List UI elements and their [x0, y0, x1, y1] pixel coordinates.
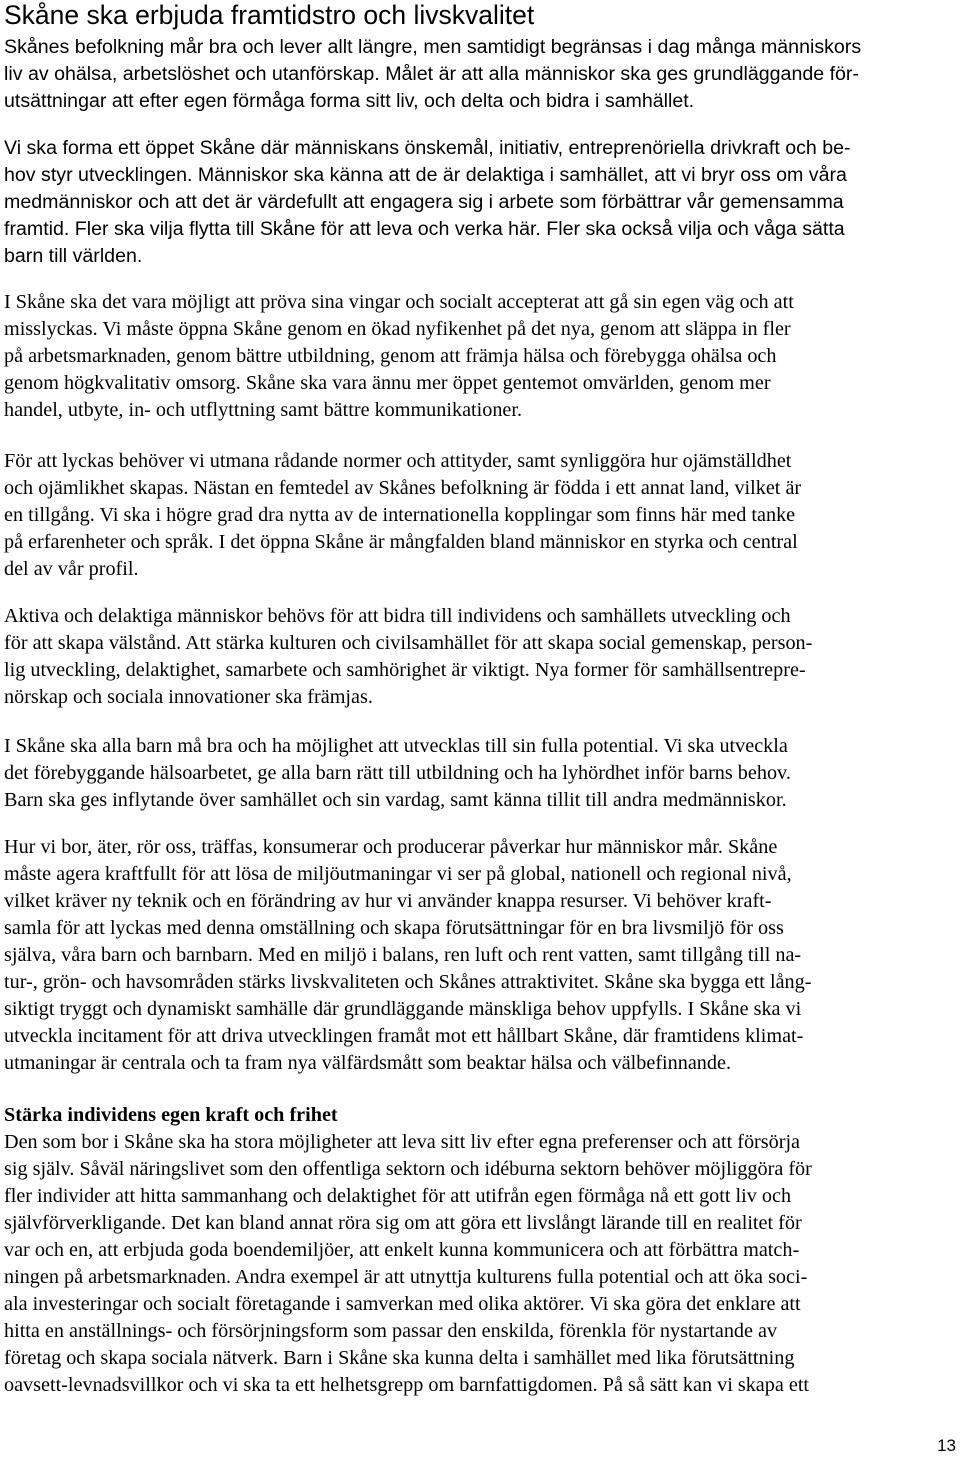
- text-line: Aktiva och delaktiga människor behövs för att bidra till individens och samhällets utveckling och: [4, 605, 791, 627]
- text-line: det förebyggande hälsoarbetet, ge alla barn rätt till utbildning och ha lyhördhet inför barns behov.: [4, 762, 791, 784]
- text-line: nörskap och sociala innovationer ska främjas.: [4, 686, 373, 708]
- text-line: siktigt tryggt och dynamiskt samhälle där grundläggande mänskliga behov uppfylls. I Skåne ska vi: [4, 998, 802, 1020]
- text-line: framtid. Fler ska vilja flytta till Skåne för att leva och verka här. Fler ska också vilja och våga sätta: [4, 218, 845, 240]
- text-line: I Skåne ska alla barn må bra och ha möjlighet att utvecklas till sin fulla potential. Vi ska utveckla: [4, 735, 788, 757]
- section-heading: Stärka individens egen kraft och frihet: [4, 1104, 338, 1126]
- text-line: ala investeringar och socialt företagande i samverkan med olika aktörer. Vi ska göra det enklare att: [4, 1293, 801, 1315]
- text-line: och ojämlikhet skapas. Nästan en femtedel av Skånes befolkning är födda i ett annat land, vilket är: [4, 477, 802, 499]
- text-line: en tillgång. Vi ska i högre grad dra nytta av de internationella kopplingar som finns här med tanke: [4, 504, 796, 526]
- text-line: barn till världen.: [4, 245, 143, 267]
- text-line: måste agera kraftfullt för att lösa de miljöutmaningar vi ser på global, nationell och regional nivå,: [4, 863, 792, 885]
- text-line: del av vår profil.: [4, 558, 139, 580]
- text-line: Den som bor i Skåne ska ha stora möjligheter att leva sitt liv efter egna preferenser och att försörja: [4, 1131, 801, 1153]
- text-line: samla för att lyckas med denna omställning och skapa förutsättningar för en bra livsmiljö för oss: [4, 917, 784, 939]
- text-line: på erfarenheter och språk. I det öppna Skåne är mångfalden bland människor en styrka och central: [4, 531, 798, 553]
- text-line: Skånes befolkning mår bra och lever allt längre, men samtidigt begränsas i dag många människors: [4, 36, 862, 58]
- text-line: hov styr utvecklingen. Människor ska känna att de är delaktiga i samhället, att vi bryr oss om våra: [4, 164, 847, 186]
- text-line: fler individer att hitta sammanhang och delaktighet för att utifrån egen förmåga nå ett gott liv och: [4, 1185, 792, 1207]
- text-line: Barn ska ges inflytande över samhället och sin vardag, samt känna tillit till andra medmänniskor.: [4, 789, 787, 811]
- text-line: liv av ohälsa, arbetslöshet och utanförskap. Målet är att alla människor ska ges grundläggande för-: [4, 63, 859, 85]
- text-line: företag och skapa sociala nätverk. Barn i Skåne ska kunna delta i samhället med lika förutsättning: [4, 1347, 795, 1369]
- text-line: utsättningar att efter egen förmåga forma sitt liv, och delta och bidra i samhället.: [4, 90, 695, 112]
- page-title: Skåne ska erbjuda framtidstro och livskvalitet: [4, 0, 535, 30]
- text-line: För att lyckas behöver vi utmana rådande normer och attityder, samt synliggöra hur ojämställdhet: [4, 450, 792, 472]
- text-line: tur-, grön- och havsområden stärks livskvaliteten och Skånes attraktivitet. Skåne ska bygga ett lång-: [4, 971, 812, 993]
- text-line: Hur vi bor, äter, rör oss, träffas, konsumerar och producerar påverkar hur människor mår. Skåne: [4, 836, 778, 858]
- text-line: misslyckas. Vi måste öppna Skåne genom en ökad nyfikenhet på det nya, genom att släppa in fler: [4, 318, 791, 340]
- text-line: för att skapa välstånd. Att stärka kulturen och civilsamhället för att skapa social gemenskap, person-: [4, 632, 813, 654]
- text-line: på arbetsmarknaden, genom bättre utbildning, genom att främja hälsa och förebygga ohälsa och: [4, 345, 777, 367]
- page-number: 13: [937, 1436, 956, 1455]
- text-line: utveckla incitament för att driva utvecklingen framåt mot ett hållbart Skåne, där framtidens klimat-: [4, 1025, 804, 1047]
- text-line: Vi ska forma ett öppet Skåne där människans önskemål, initiativ, entreprenöriella drivkraft och be-: [4, 137, 851, 159]
- text-line: vilket kräver ny teknik och en förändring av hur vi använder knappa resurser. Vi behöver kraft-: [4, 890, 772, 912]
- text-line: själva, våra barn och barnbarn. Med en miljö i balans, ren luft och rent vatten, samt tillgång till na-: [4, 944, 802, 966]
- text-line: hitta en anställnings- och försörjningsform som passar den enskilda, förenkla för nystartande av: [4, 1320, 778, 1342]
- text-line: medmänniskor och att det är värdefullt att engagera sig i arbete som förbättrar vår gemensamma: [4, 191, 844, 213]
- text-line: I Skåne ska det vara möjligt att pröva sina vingar och socialt accepterat att gå sin egen väg och att: [4, 291, 794, 313]
- text-line: var och en, att erbjuda goda boendemiljöer, att enkelt kunna kommunicera och att förbättra match-: [4, 1239, 800, 1261]
- text-line: lig utveckling, delaktighet, samarbete och samhörighet är viktigt. Nya former för samhällsentrepre-: [4, 659, 806, 681]
- text-line: oavsett-levnadsvillkor och vi ska ta ett helhetsgrepp om barnfattigdomen. På så sätt kan vi skapa ett: [4, 1374, 810, 1396]
- text-line: ningen på arbetsmarknaden. Andra exempel är att utnyttja kulturens fulla potential och att öka soci-: [4, 1266, 808, 1288]
- text-line: genom högkvalitativ omsorg. Skåne ska vara ännu mer öppet gentemot omvärlden, genom mer: [4, 372, 771, 394]
- text-line: utmaningar är centrala och ta fram nya välfärdsmått som beaktar hälsa och välbefinnande.: [4, 1052, 731, 1074]
- text-line: handel, utbyte, in- och utflyttning samt bättre kommunikationer.: [4, 399, 523, 421]
- text-line: sig själv. Såväl näringslivet som den offentliga sektorn och idéburna sektorn behöver möjliggöra för: [4, 1158, 812, 1180]
- text-line: självförverkligande. Det kan bland annat röra sig om att göra ett livslångt lärande till en realitet för: [4, 1212, 802, 1234]
